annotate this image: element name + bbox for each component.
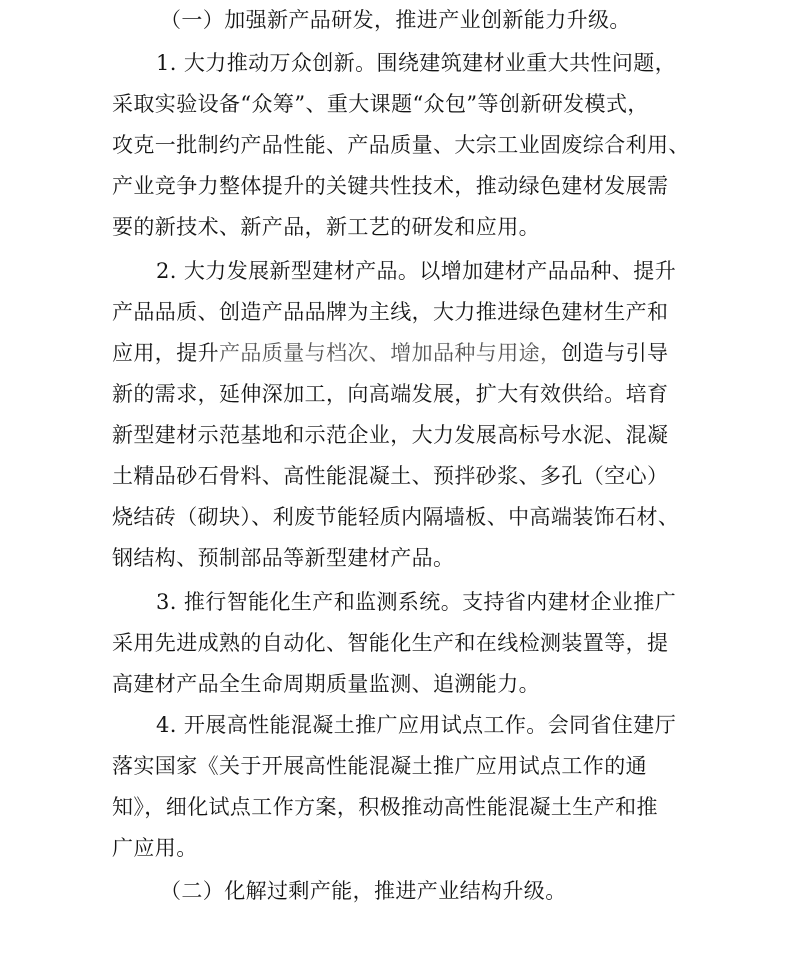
paragraph-line: 高建材产品全生命周期质量监测、追溯能力。 [112, 672, 540, 696]
paragraph-line: 采取实验设备“众筹”、重大课题“众包”等创新研发模式， [112, 92, 649, 116]
paragraph-line: 1. 大力推动万众创新。围绕建筑建材业重大共性问题， [156, 51, 677, 75]
paragraph-line: 广应用。 [112, 836, 198, 860]
section-2-heading: （二）化解过剩产能，推进产业结构升级。 [160, 879, 567, 903]
section-1-heading: （一）加强新产品研发，推进产业创新能力升级。 [160, 8, 631, 32]
paragraph-line: 攻克一批制约产品性能、产品质量、大宗工业固废综合利用、 [112, 133, 690, 157]
paragraph-line: 产品品质、创造产品品牌为主线，大力推进绿色建材生产和 [112, 300, 669, 324]
paragraph-line: 2. 大力发展新型建材产品。以增加建材产品品种、提升 [156, 259, 677, 283]
paragraph-line: 产业竞争力整体提升的关键共性技术，推动绿色建材发展需 [112, 174, 669, 198]
faded-text-segment: 产品质量与档次、增加品种与用途， [219, 341, 562, 365]
paragraph-line: 钢结构、预制部品等新型建材产品。 [112, 546, 455, 570]
paragraph-line: 新型建材示范基地和示范企业，大力发展高标号水泥、混凝 [112, 423, 669, 447]
paragraph-line: 烧结砖（砌块）、利废节能轻质内隔墙板、中高端装饰石材、 [112, 505, 680, 529]
paragraph-line: 新的需求，延伸深加工，向高端发展，扩大有效供给。培育 [112, 382, 669, 406]
paragraph-line: 落实国家《关于开展高性能混凝土推广应用试点工作的通 [112, 754, 647, 778]
paragraph-line: 采用先进成熟的自动化、智能化生产和在线检测装置等，提 [112, 631, 669, 655]
paragraph-line: 3. 推行智能化生产和监测系统。支持省内建材企业推广 [156, 590, 677, 614]
paragraph-line [112, 338, 668, 368]
paragraph-line: 知》，细化试点工作方案，积极推动高性能混凝土生产和推 [112, 795, 658, 819]
paragraph-line: 4. 开展高性能混凝土推广应用试点工作。会同省住建厅 [156, 713, 677, 737]
paragraph-line: 要的新技术、新产品，新工艺的研发和应用。 [112, 215, 540, 239]
paragraph-line: 土精品砂石骨料、高性能混凝土、预拌砂浆、多孔（空心） [112, 464, 669, 488]
line-segment: 创造与引导 [561, 341, 669, 365]
line-segment: 应用，提升 [112, 341, 219, 365]
